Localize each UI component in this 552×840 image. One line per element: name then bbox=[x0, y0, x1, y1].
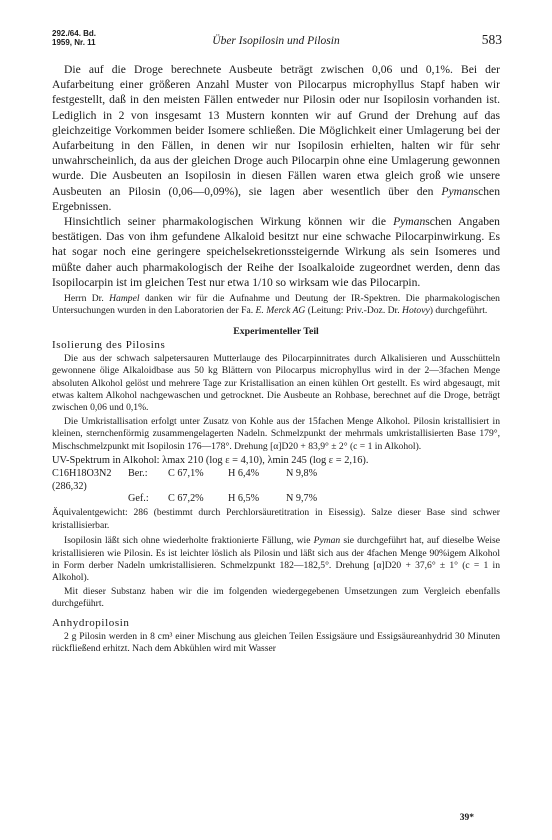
isopilosin-text: sie durchgeführt hat, auf dieselbe Weise kristallisieren wie Pilosin. Es ist leichter löslich als Pilosin und läßt sich aus der 4fachen Menge 90%igem Alkohol in Form derber Nadeln umkristallisieren. Schmelzpunkt 182—182,5°. Drehung [α]D20 + 37,6° ± 1° (c = 1 in Alkohol). bbox=[52, 535, 500, 584]
analysis-value: H 6,5% bbox=[228, 492, 260, 504]
formula: C16H18O3N2 (286,32) bbox=[52, 468, 112, 492]
comparison-paragraph: Mit dieser Substanz haben wir die im folgenden wiedergegebenen Umsetzungen zum Vergleich ebenfalls durchgeführt. bbox=[52, 585, 500, 610]
author-name: Pyman bbox=[393, 215, 426, 229]
author-name: Pyman bbox=[313, 535, 341, 547]
ack-text: ) durchgeführt. bbox=[429, 305, 488, 317]
recrystallization-paragraph: Die Umkristallisation erfolgt unter Zusatz von Kohle aus der 15fachen Menge Alkohol. Pilosin kristallisiert in kleinen, sternchenförmig zusammengelagerten Nadeln. Schmelzpunkt der mehrmals umkristallisierten Base 179°, Mischschmelzpunkt mit Isopilosin 176—178°. Drehung [α]D20 + 83,9° ± 2° (c = 1 in Alkohol). bbox=[52, 415, 500, 452]
sheet-signature: 39* bbox=[459, 813, 474, 823]
article-body bbox=[52, 62, 500, 655]
page-number: 583 bbox=[481, 32, 502, 47]
paragraph-pharmacology-text: Hinsichtlich seiner pharmakologischen Wirkung können wir die bbox=[64, 215, 394, 229]
author-name: Pyman bbox=[441, 184, 474, 198]
paragraph-yield-end: schen Ergebnissen. bbox=[52, 184, 500, 213]
analysis-value: C 67,1% bbox=[168, 468, 204, 480]
uv-spectrum: UV-Spektrum in Alkohol: λmax 210 (log ε = 4,10), λmin 245 (log ε = 2,16). bbox=[52, 455, 369, 467]
journal-year-issue: 1959, Nr. 11 bbox=[52, 38, 96, 47]
paragraph-pharmacology-end: so wirksam wie das Pilocarpin. bbox=[272, 275, 421, 289]
acknowledgement bbox=[52, 293, 500, 318]
ack-text: (Leitung: Priv.-Doz. Dr. bbox=[305, 305, 403, 317]
analysis-value: N 9,8% bbox=[286, 468, 318, 480]
isopilosin-text: Isopilosin läßt sich ohne wiederholte fraktionierte Fällung, wie bbox=[64, 535, 314, 547]
analysis-row-calculated bbox=[52, 468, 317, 493]
ack-name: Hampel bbox=[109, 293, 140, 305]
subsection-heading: Isolierung des Pilosins bbox=[52, 338, 166, 351]
running-title: Über Isopilosin und Pilosin bbox=[212, 35, 340, 47]
isolation-paragraph: Die aus der schwach salpetersauren Mutterlauge des Pilocarpinnitrates durch Alkalisieren und Ausschütteln gewonnene ölige Alkaloidbase aus 50 kg Blättern von Pilocarpus microphyllus wird in der 2—3fachen Menge absoluten Alkohol gelöst und mehrere Tage zur Kristallisation an einen kühlen Ort gestellt. Es wird abgesaugt, mit etwas kaltem Alkohol nachgewaschen und getrocknet. Die Ausbeute an Rohbase, berechnet auf die Droge, beträgt zwischen 0,06 und 0,1%. bbox=[52, 352, 500, 414]
ack-text: Herrn Dr. bbox=[64, 293, 110, 305]
analysis-row-found bbox=[52, 493, 317, 505]
paragraph-pharmacology bbox=[52, 214, 500, 290]
analysis-value: N 9,7% bbox=[286, 492, 318, 504]
analysis-value: H 6,4% bbox=[228, 468, 260, 480]
ack-text: danken wir für die Aufnahme und Deutung der IR-Spektren. Die pharmakologischen Untersuchungen wurden in den Laboratorien der Fa. bbox=[52, 293, 500, 317]
elemental-analysis bbox=[52, 468, 317, 505]
subsection-heading: Anhydropilosin bbox=[52, 616, 130, 629]
section-heading: Experimenteller Teil bbox=[233, 325, 319, 337]
fraction: 1/10 bbox=[252, 275, 273, 289]
isopilosin-paragraph bbox=[52, 535, 500, 585]
equivalent-weight: Äquivalentgewicht: 286 (bestimmt durch Perchlorsäuretitration in Eisessig). Salze dieser Base sind schwer kristallisierbar. bbox=[52, 507, 500, 531]
calculated-label: Ber.: bbox=[128, 468, 148, 480]
found-label: Gef.: bbox=[128, 492, 149, 504]
ack-company: E. Merck AG bbox=[255, 305, 306, 317]
paragraph-yield-text: Die auf die Droge berechnete Ausbeute beträgt zwischen 0,06 und 0,1%. Bei der Aufarbeitung einer größeren Anzahl Muster von Pilocarpus microphyllus Stapf haben wir festgestellt, daß in den meisten Fällen entweder nur Pilosin oder nur Isopilosin vorhanden ist. Lediglich in 2 von insgesamt 13 Mustern konnten wir auf Grund der Drehung auf das gleichzeitige Vorkommen beider Isomere schließen. Die Möglichkeit einer Umlagerung bei der Aufarbeitung in den Fällen, in denen wir nur Isopilosin erhielten, halten wir für sehr unwahrscheinlich, da aus der gleichen Droge auch Pilocarpin ohne eine Umlagerung gewonnen wurde. Die Ausbeuten an Isopilosin in diesen Fällen waren etwa gleich groß wie unsere Ausbeuten an Pilosin (0,06—0,09%), sie lagen aber wesentlich über den bbox=[52, 63, 500, 198]
anhydropilosin-paragraph: 2 g Pilosin werden in 8 cm³ einer Mischung aus gleichen Teilen Essigsäure und Essigsäureanhydrid 30 Minuten rückfließend erhitzt. Nach dem Abkühlen wird mit Wasser bbox=[52, 630, 500, 654]
analysis-value: C 67,2% bbox=[168, 492, 204, 504]
paragraph-yield bbox=[52, 62, 500, 214]
paragraph-pharmacology-text: schen Angaben bestätigen. Das von ihm gefundene Alkaloid besitzt nur eine schwache Pilocarpinwirkung. Es hat sogar noch eine geringere speichelsekretionssteigernde Wirkung als sein Isomeres und müßte daher auch pharmakologisch der Reihe der Isoalkaloide zugeordnet werden, denn das Isopilocarpin ist im gleichen Test nur etwa bbox=[52, 215, 500, 289]
ack-name: Hotovy bbox=[402, 305, 430, 317]
journal-volume: 292./64. Bd. bbox=[52, 29, 97, 38]
